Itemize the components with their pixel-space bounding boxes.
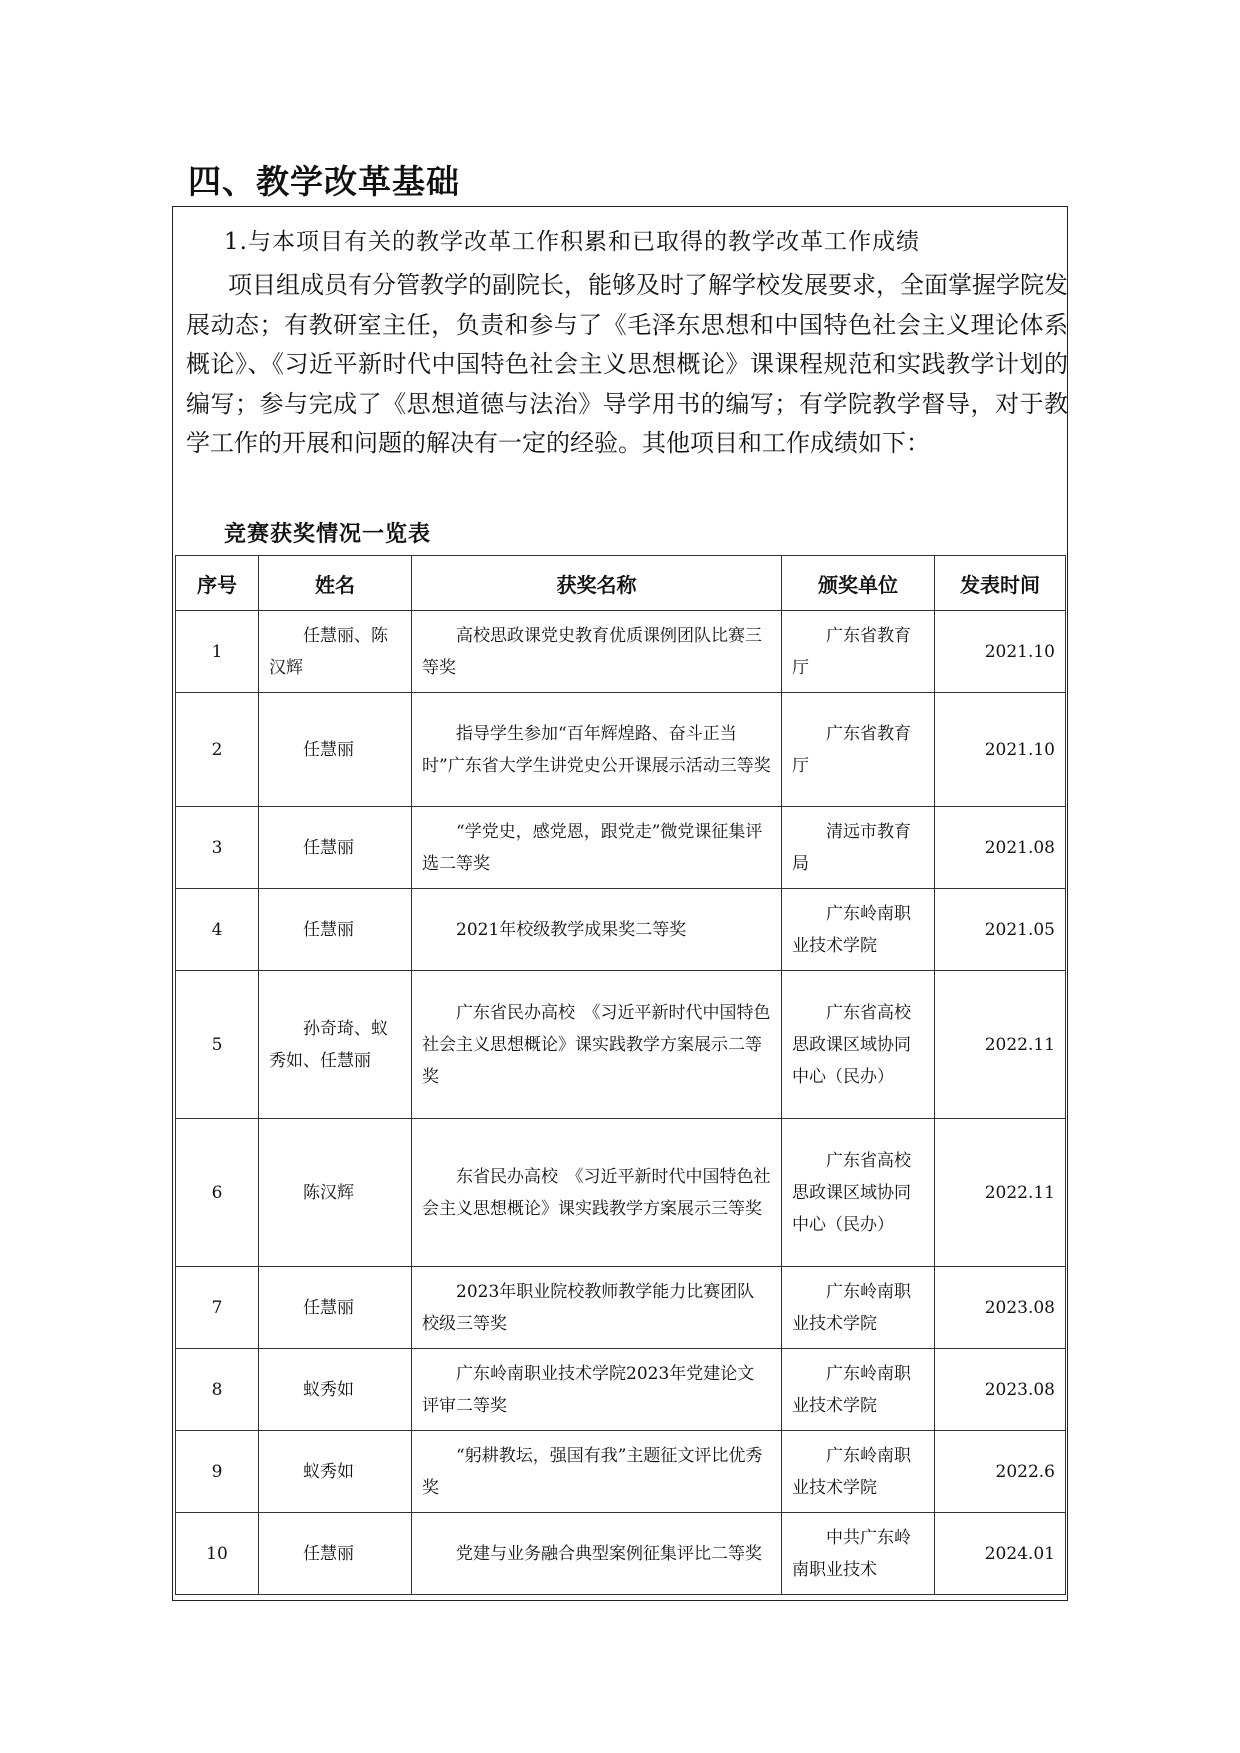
cell-no: 10 [176, 1513, 259, 1595]
table-row [176, 1267, 1066, 1349]
cell-unit: 广东岭南职业技术学院 [792, 1363, 911, 1416]
cell-date: 2022.11 [935, 971, 1066, 1119]
cell-unit: 广东岭南职业技术学院 [792, 1281, 911, 1334]
cell-unit: 清远市教育局 [792, 821, 911, 874]
header-name: 姓名 [259, 556, 412, 611]
table-caption: 竞赛获奖情况一览表 [224, 522, 432, 547]
subsection-heading: 1.与本项目有关的教学改革工作积累和已取得的教学改革工作成绩 [224, 229, 920, 255]
cell-name: 陈汉辉 [303, 1182, 354, 1203]
cell-no: 5 [176, 971, 259, 1119]
cell-unit: 广东省高校思政课区域协同中心（民办） [792, 1150, 911, 1235]
cell-name: 蚁秀如 [303, 1379, 354, 1400]
header-award: 获奖名称 [412, 556, 782, 611]
cell-no: 2 [176, 693, 259, 807]
table-row [176, 1119, 1066, 1267]
section-title: 四、教学改革基础 [188, 162, 460, 201]
cell-date: 2021.10 [935, 693, 1066, 807]
cell-award: 高校思政课党史教育优质课例团队比赛三等奖 [422, 625, 762, 678]
cell-name: 蚁秀如 [303, 1461, 354, 1482]
cell-name: 任慧丽 [303, 919, 354, 940]
header-unit: 颁奖单位 [782, 556, 935, 611]
cell-no: 6 [176, 1119, 259, 1267]
header-no: 序号 [176, 556, 259, 611]
table-header-row [176, 556, 1066, 611]
cell-no: 1 [176, 611, 259, 693]
table-row [176, 611, 1066, 693]
table-row [176, 1513, 1066, 1595]
table-row [176, 807, 1066, 889]
body-paragraph: 项目组成员有分管教学的副院长，能够及时了解学校发展要求，全面掌握学院发展动态；有教研室主任，负责和参与了《毛泽东思想和中国特色社会主义理论体系概论》、《习近平新时代中国特色社会主义思想概论》课课程规范和实践教学计划的编写；参与完成了《思想道德与法治》导学用书的编写；有学院教学督导，对于教学工作的开展和问题的解决有一定的经验。其他项目和工作成绩如下： [186, 271, 1068, 457]
cell-award: “躬耕教坛，强国有我”主题征文评比优秀奖 [422, 1445, 763, 1498]
table-row [176, 1431, 1066, 1513]
cell-date: 2022.11 [935, 1119, 1066, 1267]
cell-name: 任慧丽 [303, 1543, 354, 1564]
cell-name: 任慧丽 [303, 739, 354, 760]
cell-award: 东省民办高校 《习近平新时代中国特色社会主义思想概论》课实践教学方案展示三等奖 [422, 1166, 771, 1219]
cell-no: 8 [176, 1349, 259, 1431]
cell-name: 孙奇琦、蚁秀如、任慧丽 [269, 1018, 388, 1071]
cell-unit: 广东岭南职业技术学院 [792, 903, 911, 956]
cell-date: 2023.08 [935, 1349, 1066, 1431]
table-row [176, 693, 1066, 807]
cell-award: 2023年职业院校教师教学能力比赛团队校级三等奖 [422, 1281, 755, 1334]
cell-name: 任慧丽、陈汉辉 [269, 625, 388, 678]
cell-award: “学党史，感党恩，跟党走”微党课征集评选二等奖 [422, 821, 763, 874]
cell-award: 2021年校级教学成果奖二等奖 [456, 919, 687, 940]
cell-unit: 广东省教育厅 [792, 723, 911, 776]
awards-table [175, 555, 1066, 1595]
cell-date: 2024.01 [935, 1513, 1066, 1595]
cell-no: 7 [176, 1267, 259, 1349]
cell-date: 2021.08 [935, 807, 1066, 889]
cell-award: 指导学生参加“百年辉煌路、奋斗正当时”广东省大学生讲党史公开课展示活动三等奖 [422, 723, 771, 776]
cell-date: 2023.08 [935, 1267, 1066, 1349]
cell-name: 任慧丽 [303, 837, 354, 858]
cell-unit: 广东岭南职业技术学院 [792, 1445, 911, 1498]
cell-date: 2021.10 [935, 611, 1066, 693]
cell-date: 2022.6 [935, 1431, 1066, 1513]
cell-unit: 广东省高校思政课区域协同中心（民办） [792, 1002, 911, 1087]
cell-no: 4 [176, 889, 259, 971]
cell-award: 广东省民办高校 《习近平新时代中国特色社会主义思想概论》课实践教学方案展示二等奖 [422, 1002, 771, 1087]
cell-date: 2021.05 [935, 889, 1066, 971]
cell-award: 广东岭南职业技术学院2023年党建论文评审二等奖 [422, 1363, 755, 1416]
table-row [176, 1349, 1066, 1431]
cell-award: 党建与业务融合典型案例征集评比二等奖 [456, 1543, 762, 1564]
table-row [176, 971, 1066, 1119]
cell-name: 任慧丽 [303, 1297, 354, 1318]
cell-unit: 广东省教育厅 [792, 625, 911, 678]
cell-unit: 中共广东岭南职业技术 [792, 1527, 911, 1580]
cell-no: 3 [176, 807, 259, 889]
cell-no: 9 [176, 1431, 259, 1513]
header-date: 发表时间 [935, 556, 1066, 611]
table-row [176, 889, 1066, 971]
